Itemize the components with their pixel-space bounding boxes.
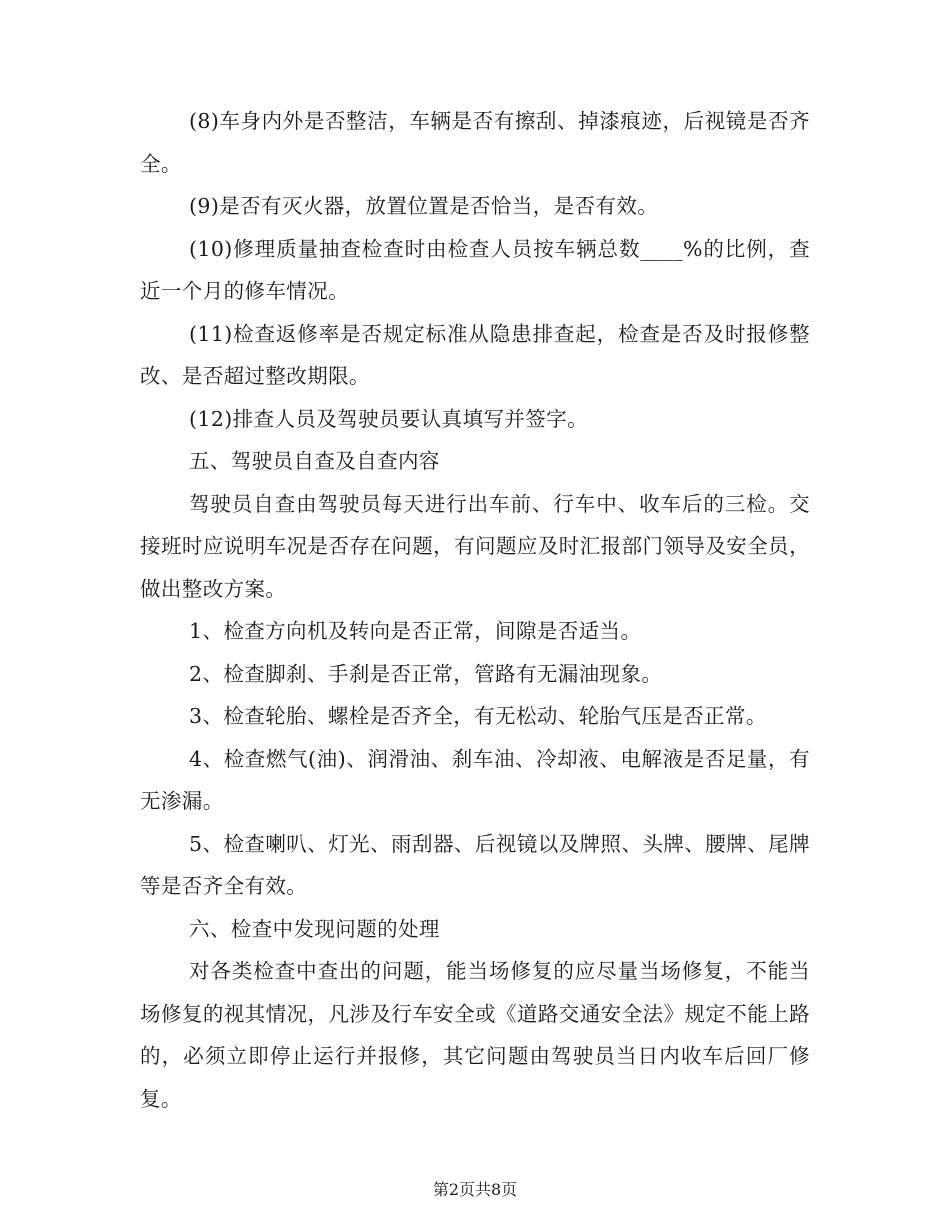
section-heading-6: 六、检查中发现问题的处理 [189,916,440,941]
check-item-5: 5、检查喇叭、灯光、雨刮器、后视镜以及牌照、头牌、腰牌、尾牌等是否齐全有效。 [140,831,810,898]
section-5-intro: 驾驶员自查由驾驶员每天进行出车前、行车中、收车后的三检。交接班时应说明车况是否存在问题，有问题应及时汇报部门领导及安全员，做出整改方案。 [140,491,810,601]
section-heading-5: 五、驾驶员自查及自查内容 [189,449,440,473]
paragraph-item-8: (8)车身内外是否整洁，车辆是否有擦刮、掉漆痕迹，后视镜是否齐全。 [140,109,810,176]
check-item-4: 4、检查燃气(油)、润滑油、刹车油、冷却液、电解液是否足量，有无渗漏。 [140,746,810,813]
paragraph-item-11: (11)检查返修率是否规定标准从隐患排查起，检查是否及时报修整改、是否超过整改期限。 [140,321,810,388]
section-6-body: 对各类检查中查出的问题，能当场修复的应尽量当场修复，不能当场修复的视其情况，凡涉及行车安全或《道路交通安全法》规定不能上路的，必须立即停止运行并报修，其它问题由驾驶员当日内收车后回厂修复。 [140,959,810,1111]
check-item-3: 3、检查轮胎、螺栓是否齐全，有无松动、轮胎气压是否正常。 [189,704,767,728]
check-item-2: 2、检查脚刹、手刹是否正常，管路有无漏油现象。 [189,661,663,686]
paragraph-item-9: (9)是否有灭火器，放置位置是否恰当，是否有效。 [189,194,659,218]
page-number-footer: 第2页共8页 [432,1180,518,1199]
paragraph-item-12: (12)排查人员及驾驶员要认真填写并签字。 [189,406,588,431]
paragraph-item-10: (10)修理质量抽查检查时由检查人员按车辆总数____%的比例，查近一个月的修车情况。 [140,236,810,303]
check-item-1: 1、检查方向机及转向是否正常，间隙是否适当。 [189,619,642,643]
document-body [140,100,810,1120]
